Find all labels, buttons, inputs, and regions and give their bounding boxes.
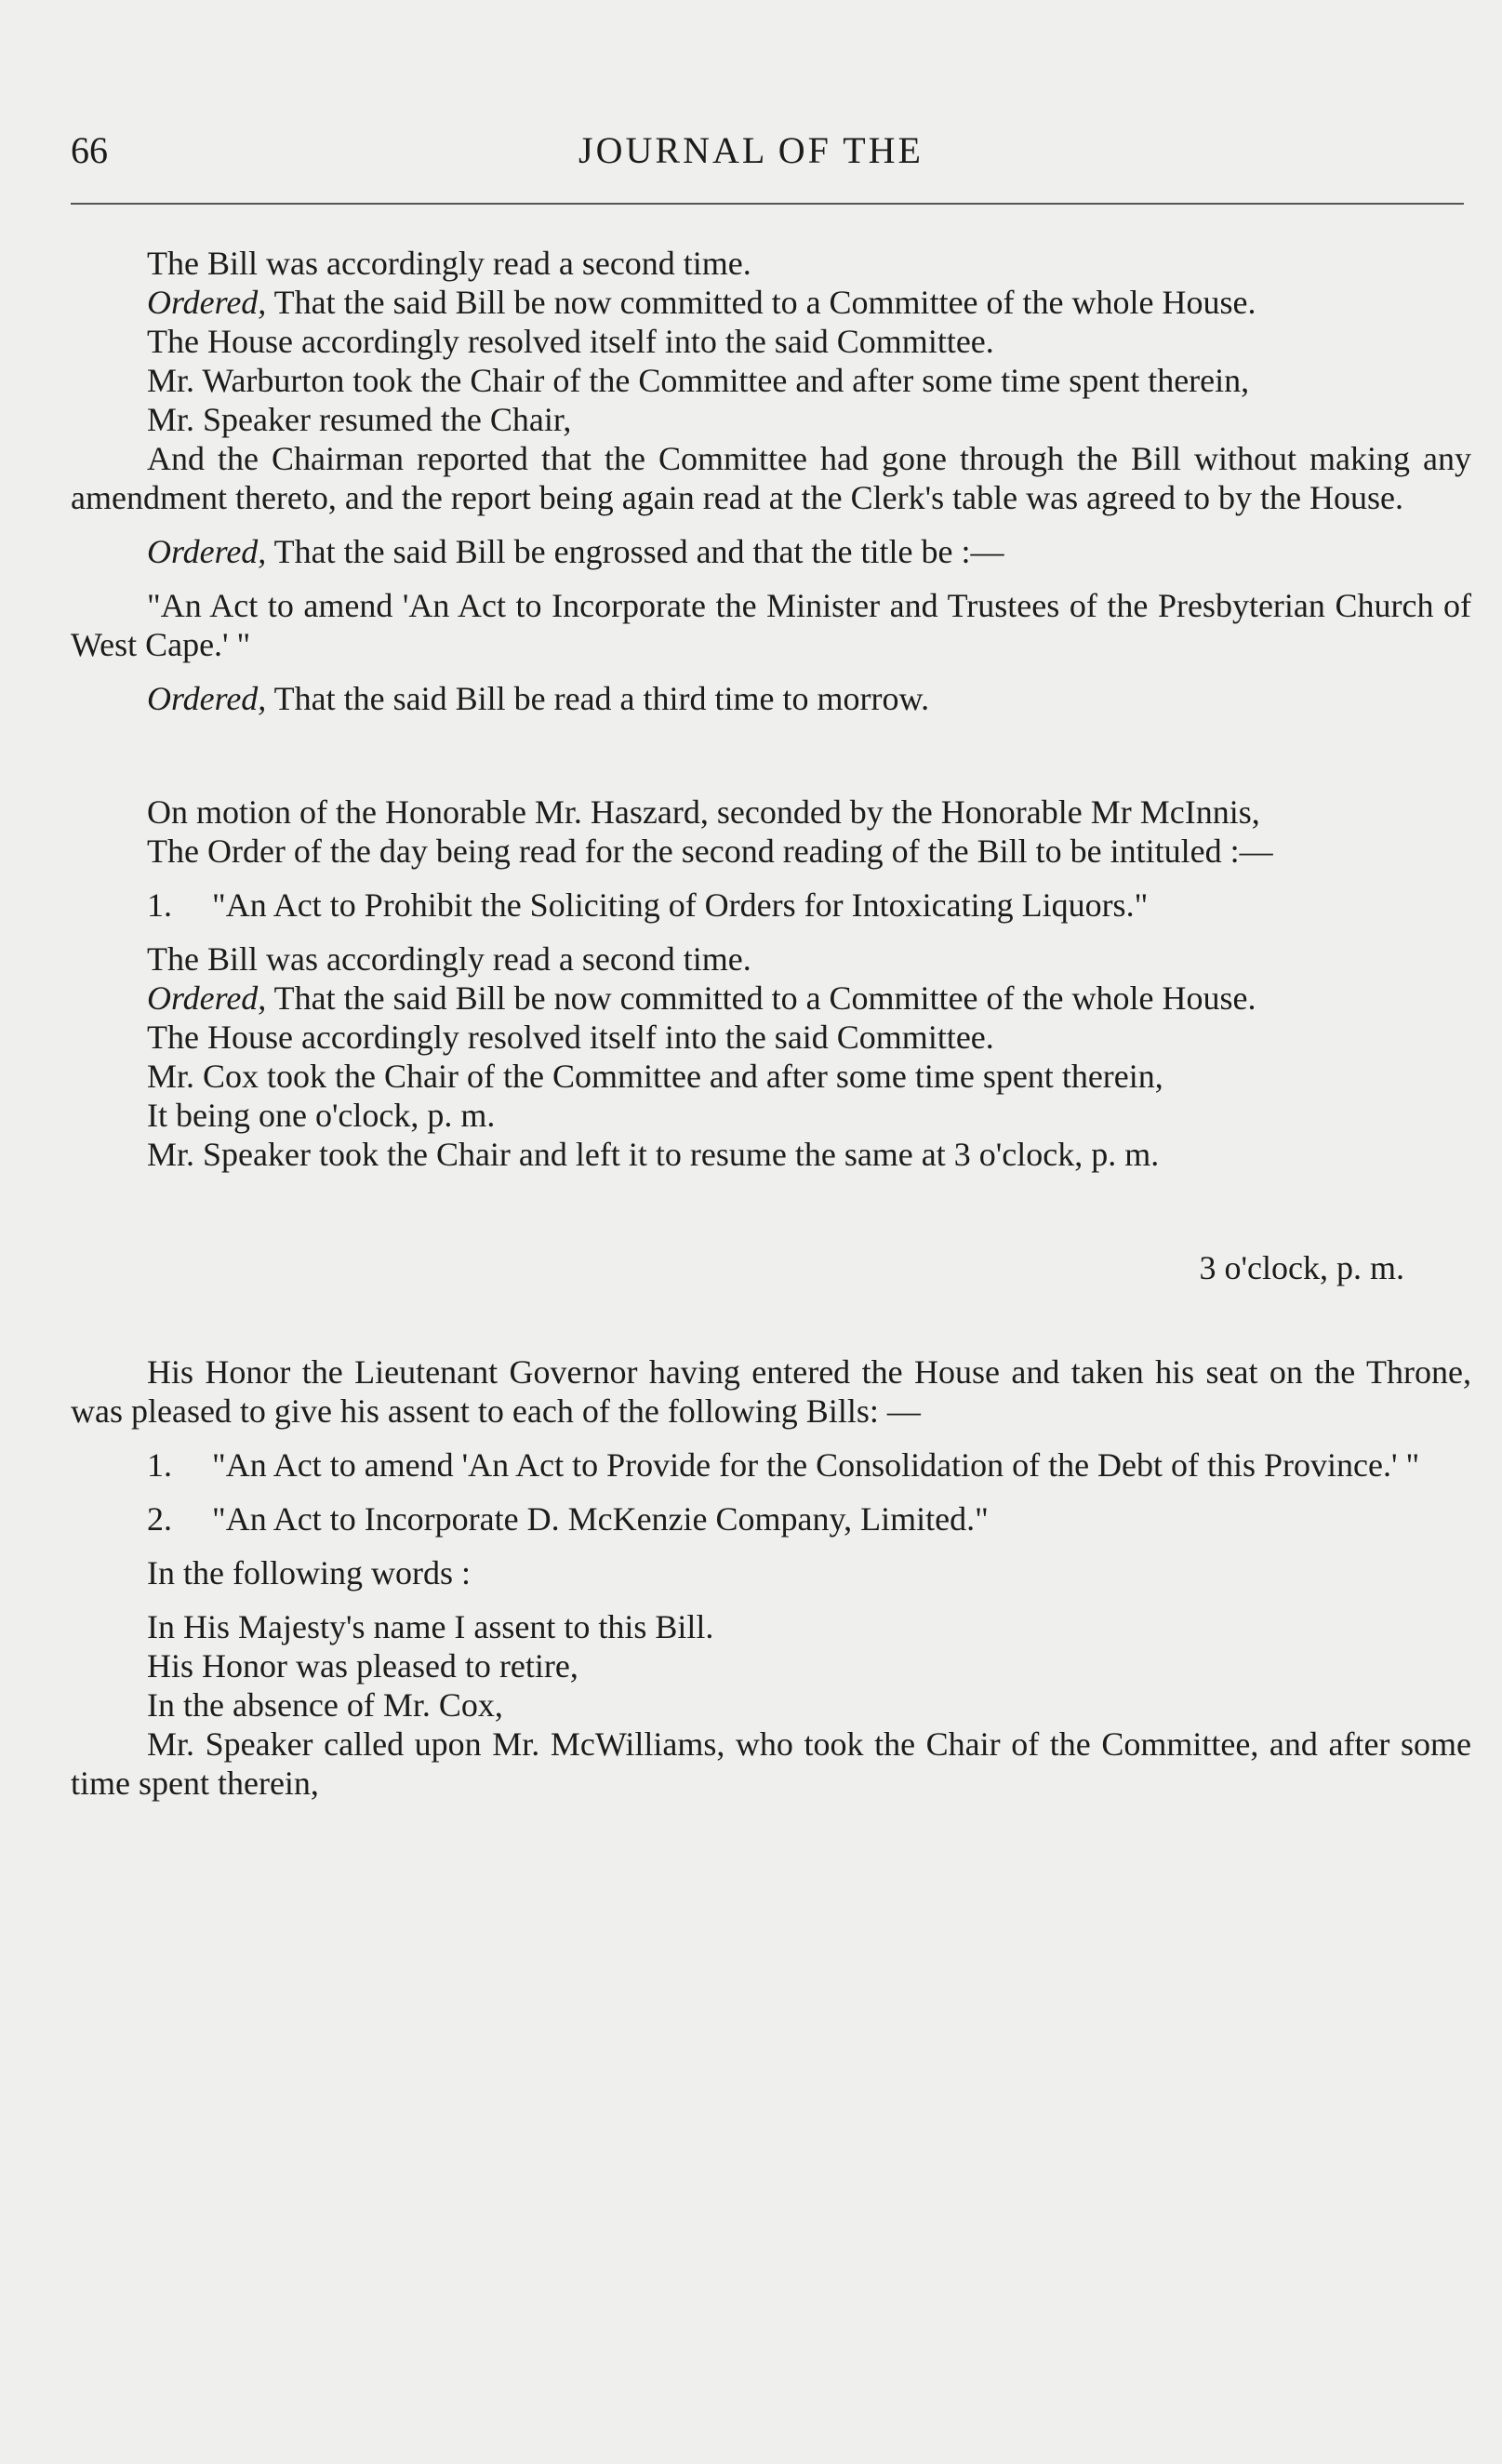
paragraph: In the absence of Mr. Cox, xyxy=(147,1686,503,1724)
running-title: JOURNAL OF THE xyxy=(578,129,924,171)
bill-title: 1. "An Act to Prohibit the Soliciting of Orders for Intoxicating Liquors." xyxy=(147,886,1149,924)
paragraph: And the Chairman reported that the Committee had gone through the Bill without making any amendment thereto, and the report being again read at the Clerk's table was agreed to by the House. xyxy=(71,440,1471,516)
ordered-label: Ordered, xyxy=(147,680,267,717)
paragraph: Ordered, That the said Bill be engrossed and that the title be :— xyxy=(147,533,1004,570)
journal-body xyxy=(71,244,1471,1803)
paragraph: Mr. Speaker took the Chair and left it to resume the same at 3 o'clock, p. m. xyxy=(147,1136,1160,1173)
paragraph: Ordered, That the said Bill be read a third time to morrow. xyxy=(147,680,930,717)
paragraph: Ordered, That the said Bill be now committed to a Committee of the whole House. xyxy=(147,979,1256,1017)
paragraph: In the following words : xyxy=(147,1554,471,1592)
bill-number: 1. xyxy=(147,1446,172,1484)
paragraph: Mr. Cox took the Chair of the Committee and after some time spent therein, xyxy=(147,1058,1163,1095)
paragraph: Mr. Warburton took the Chair of the Committee and after some time spent therein, xyxy=(147,362,1250,399)
ordered-label: Ordered, xyxy=(147,533,267,570)
bill-number: 1. xyxy=(147,886,172,924)
bill-title: 2. "An Act to Incorporate D. McKenzie Company, Limited." xyxy=(147,1500,989,1538)
paragraph: The House accordingly resolved itself into the said Committee. xyxy=(147,1019,994,1056)
time-heading: 3 o'clock, p. m. xyxy=(1199,1249,1404,1286)
paragraph: Mr. Speaker resumed the Chair, xyxy=(147,401,572,438)
paragraph: His Honor the Lieutenant Governor having entered the House and taken his seat on the Throne, was pleased to give his assent to each of the following Bills: — xyxy=(71,1353,1471,1430)
bill-title: "An Act to amend 'An Act to Incorporate the Minister and Trustees of the Presbyterian Church of West Cape.' " xyxy=(71,587,1471,663)
page-number: 66 xyxy=(71,129,108,171)
bill-title: 1. "An Act to amend 'An Act to Provide for the Consolidation of the Debt of this Province.' " xyxy=(147,1446,1420,1484)
paragraph: The Order of the day being read for the second reading of the Bill to be intituled :— xyxy=(147,832,1273,870)
header-rule xyxy=(71,203,1464,205)
paragraph: The Bill was accordingly read a second time. xyxy=(147,245,751,282)
paragraph: In His Majesty's name I assent to this Bill. xyxy=(147,1608,714,1645)
ordered-label: Ordered, xyxy=(147,284,267,321)
paragraph: His Honor was pleased to retire, xyxy=(147,1647,578,1685)
paragraph: Mr. Speaker called upon Mr. McWilliams, who took the Chair of the Committee, and after some time spent therein, xyxy=(71,1725,1471,1802)
paragraph: Ordered, That the said Bill be now committed to a Committee of the whole House. xyxy=(147,284,1256,321)
paragraph: On motion of the Honorable Mr. Haszard, seconded by the Honorable Mr McInnis, xyxy=(147,793,1260,831)
paragraph: The House accordingly resolved itself into the said Committee. xyxy=(147,323,994,360)
paragraph: It being one o'clock, p. m. xyxy=(147,1097,496,1134)
paragraph: The Bill was accordingly read a second time. xyxy=(147,940,751,978)
bill-number: 2. xyxy=(147,1500,172,1538)
ordered-label: Ordered, xyxy=(147,979,267,1017)
